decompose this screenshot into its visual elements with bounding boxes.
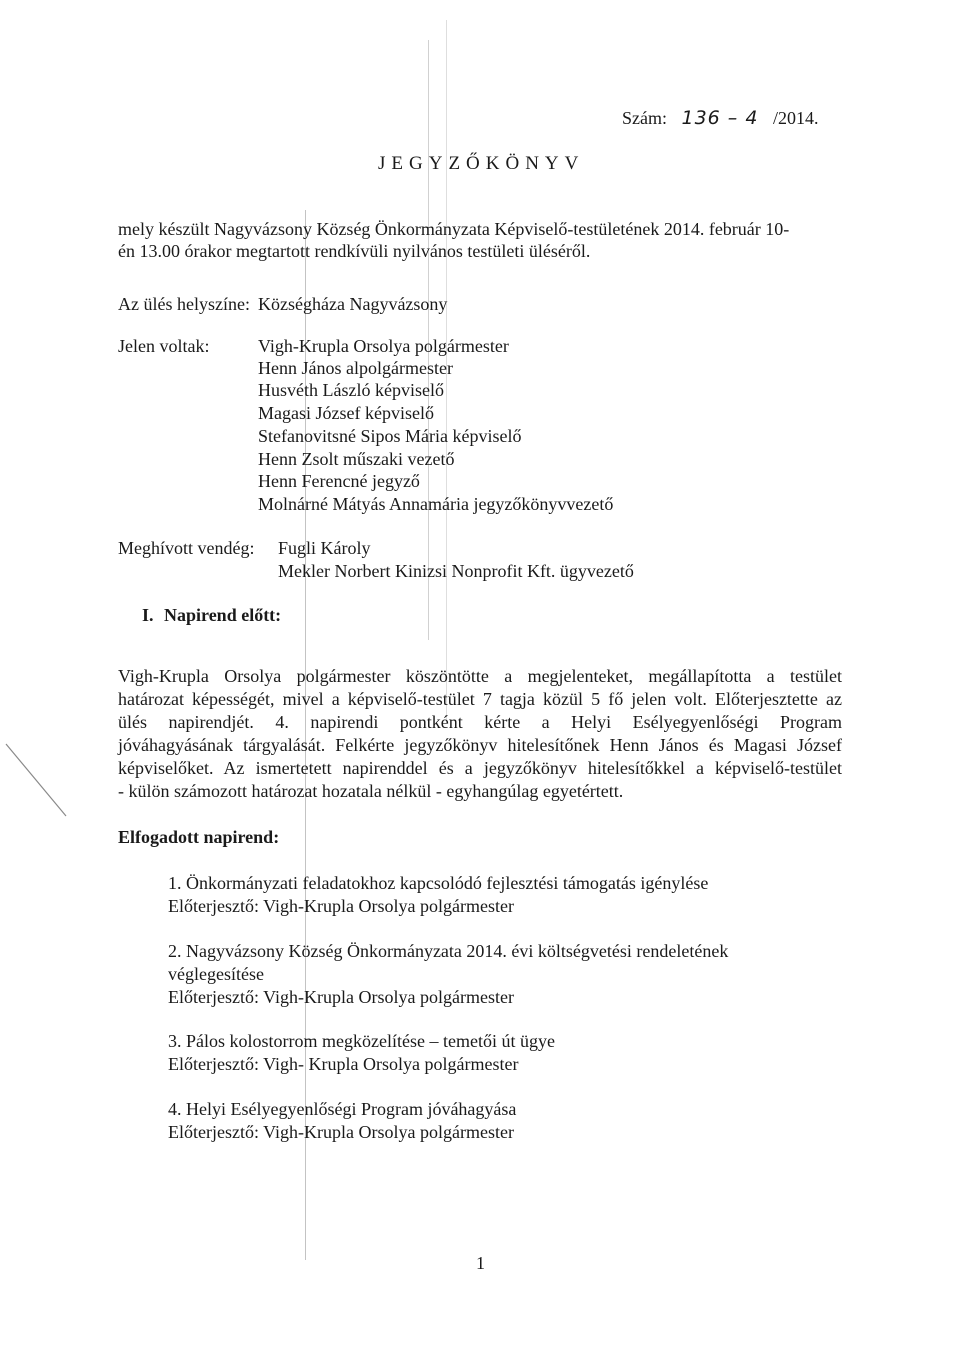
- present-name-1: Vigh-Krupla Orsolya polgármester: [258, 336, 509, 356]
- section-number: I.: [142, 605, 154, 625]
- page-number: 1: [476, 1253, 485, 1273]
- agenda-item-4-presenter: Előterjesztő: Vigh-Krupla Orsolya polgármester: [168, 1122, 514, 1142]
- paragraph-line-1: Vigh-Krupla Orsolya polgármester köszöntötte a megjelenteket, megállapította a testület: [118, 666, 842, 686]
- venue-label: Az ülés helyszíne:: [118, 294, 250, 314]
- guest-name-2: Mekler Norbert Kinizsi Nonprofit Kft. ügyvezető: [278, 561, 634, 581]
- present-label: Jelen voltak:: [118, 336, 210, 356]
- paragraph-line-4: jóváhagyásának tárgyalását. Felkérte jegyzőkönyv hitelesítőnek Henn János és Magasi József: [118, 735, 842, 755]
- agenda-item-2-presenter: Előterjesztő: Vigh-Krupla Orsolya polgármester: [168, 987, 514, 1007]
- reference-handwritten-number: 136 – 4: [681, 107, 759, 129]
- present-name-3: Husvéth László képviselő: [258, 380, 444, 400]
- scan-stroke-mark: [0, 740, 80, 830]
- agenda-item-1-line-1: 1. Önkormányzati feladatokhoz kapcsolódó fejlesztési támogatás igénylése: [168, 873, 709, 893]
- section-heading: [142, 604, 281, 626]
- intro-line-2: én 13.00 órakor megtartott rendkívüli nyilvános testületi üléséről.: [118, 241, 591, 261]
- document-title: JEGYZŐKÖNYV: [378, 153, 585, 174]
- reference-year: /2014.: [772, 108, 819, 128]
- paragraph-line-5: képviselőket. Az ismertetett napirenddel és a jegyzőkönyv hitelesítőkkel a képviselő-testület: [118, 758, 842, 778]
- present-name-8: Molnárné Mátyás Annamária jegyzőkönyvvezető: [258, 494, 614, 514]
- present-name-7: Henn Ferencné jegyző: [258, 471, 420, 491]
- agenda-title: Elfogadott napirend:: [118, 827, 280, 847]
- agenda-item-2-line-1: 2. Nagyvázsony Község Önkormányzata 2014. évi költségvetési rendeletének: [168, 941, 729, 961]
- present-name-5: Stefanovitsné Sipos Mária képviselő: [258, 426, 522, 446]
- paragraph-line-2: határozat képességét, mivel a képviselő-testület 7 tagja közül 5 fő jelen volt. Előterjesztette az: [118, 689, 842, 709]
- venue-value: Községháza Nagyvázsony: [258, 294, 448, 314]
- agenda-item-4-line-1: 4. Helyi Esélyegyenlőségi Program jóváhagyása: [168, 1099, 517, 1119]
- present-name-6: Henn Zsolt műszaki vezető: [258, 449, 455, 469]
- agenda-item-3-presenter: Előterjesztő: Vigh- Krupla Orsolya polgármester: [168, 1054, 519, 1074]
- reference-label: Szám:: [622, 108, 667, 128]
- agenda-item-3-line-1: 3. Pálos kolostorrom megközelítése – temetői út ügye: [168, 1031, 555, 1051]
- guest-name-1: Fugli Károly: [278, 538, 371, 558]
- agenda-item-2-line-2: véglegesítése: [168, 964, 264, 984]
- guests-label: Meghívott vendég:: [118, 538, 255, 558]
- reference-number: [622, 107, 818, 129]
- paragraph-line-3: ülés napirendjét. 4. napirendi pontként kérte a Helyi Esélyegyenlőségi Program: [118, 712, 842, 732]
- present-name-4: Magasi József képviselő: [258, 403, 434, 423]
- present-name-2: Henn János alpolgármester: [258, 358, 453, 378]
- intro-line-1: mely készült Nagyvázsony Község Önkormányzata Képviselő-testületének 2014. február 10-: [118, 219, 790, 239]
- paragraph-line-6: - külön számozott határozat hozatala nélkül - egyhangúlag egyetértett.: [118, 781, 624, 801]
- agenda-item-1-presenter: Előterjesztő: Vigh-Krupla Orsolya polgármester: [168, 896, 514, 916]
- section-title: Napirend előtt:: [164, 605, 282, 625]
